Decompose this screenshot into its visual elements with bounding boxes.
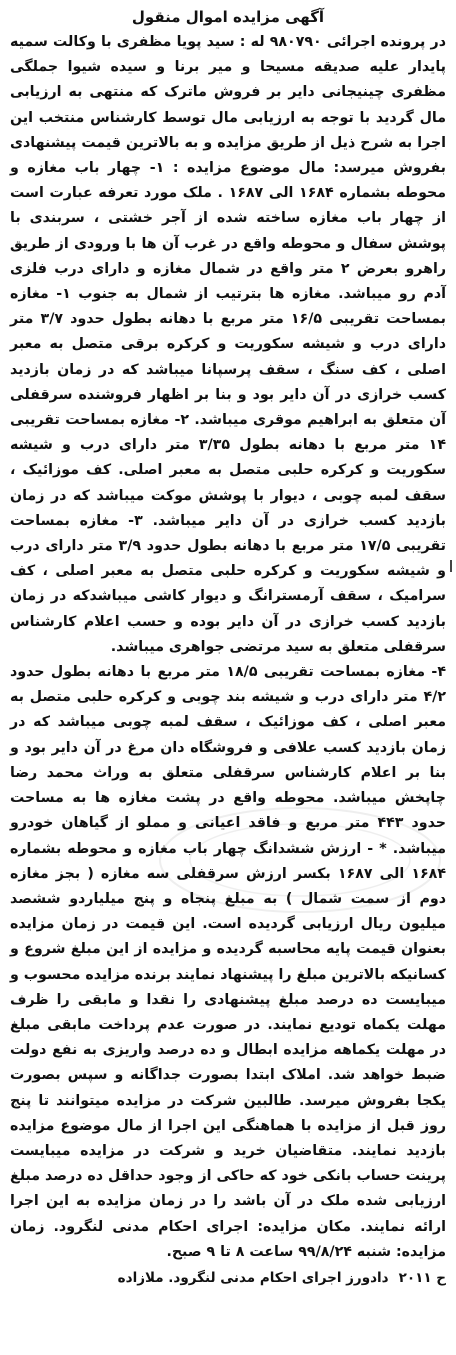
notice-code: ح ۲۰۱۱ (398, 1269, 446, 1286)
notice-body (10, 30, 446, 1265)
notice-title: آگهی مزایده اموال منقول (131, 8, 325, 26)
notice-signature: دادورز اجرای احکام مدنی لنگرود. ملازاده (117, 1269, 389, 1286)
notice-footer (10, 1267, 446, 1289)
notice-paragraph-1: در پرونده اجرائی ۹۸۰۷۹۰ له : سید پویا مظفری با وکالت سمیه پایدار علیه صدیقه مسیحا و میر برنا و سیده شیوا جملگی مظفری چینیجانی دایر بر فروش ماترک که منتهی به ارزیابی مال گردید با توجه به ارزیابی مال توسط کارشناس منتخب این اجرا به شرح ذیل از طریق مزایده و به بالاترین قیمت پیشنهادی بفروش میرسد: مال موضوع مزایده : ۱- چهار باب مغازه و محوطه بشماره ۱۶۸۴ الی ۱۶۸۷ . ملک مورد تعرفه عبارت است از چهار باب مغازه ساخته شده از آجر خشتی ، سربندی با پوشش سفال و محوطه واقع در غرب آن ها با ورودی از طریق راهرو بعرض ۲ متر واقع در شمال مغازه و دارای درب فلزی آدم رو میباشد. مغازه ها بترتیب از شمال به جنوب ۱- مغازه بمساحت تقریبی ۱۶/۵ متر مربع با دهانه بطول حدود ۳/۷ متر دارای درب و شیشه سکوریت و کرکره برقی متصل به معبر اصلی ، کف سنگ ، سقف پرسپانا میباشد که در زمان بازدید کسب خرازی در آن دایر بود و بنا بر اظهار فروشنده سرقفلی آن متعلق به ابراهیم موقری میباشد. ۲- مغازه بمساحت تقریبی ۱۴ متر مربع با دهانه بطول ۳/۳۵ متر دارای درب و شیشه سکوریت و کرکره حلبی متصل به معبر اصلی. کف موزائیک ، سقف لمبه چوبی ، دیوار با پوشش موکت میباشد که در زمان بازدید کسب خرازی در آن دایر میباشد. ۳- مغازه بمساحت تقریبی ۱۷/۵ متر مربع با دهانه بطول حدود ۳/۹ متر دارای درب و شیشه سکوریت و کرکره حلبی متصل به معبر اصلی ، کف سرامیک ، سقف آرمسترانگ و دیوار کاشی میباشدکه در زمان بازدید کسب خرازی در آن دایر بوده و حسب اعلام کارشناس سرقفلی متعلق به سید مرتضی جواهری میباشد. (10, 34, 447, 655)
margin-mark (450, 560, 452, 572)
notice-paragraph-2: ۴- مغازه بمساحت تقریبی ۱۸/۵ متر مربع با دهانه بطول حدود ۴/۲ متر دارای درب و شیشه بند چوبی و کرکره حلبی متصل به معبر اصلی ، کف موزائیک ، سقف لمبه چوبی میباشد که در زمان بازدید کسب علافی و فروشگاه دان مرغ در آن دایر بود و بنا بر اعلام کارشناس سرقفلی متعلق به وراث محمد رضا چاپخش میباشد. محوطه واقع در پشت مغازه ها به مساحت حدود ۴۴۳ متر مربع و فاقد اعیانی و مملو از گیاهان خودرو میباشد. * - ارزش ششدانگ چهار باب مغازه و محوطه بشماره ۱۶۸۴ الی ۱۶۸۷ بکسر ارزش سرقفلی سه مغازه ( بجز مغازه دوم از سمت شمال ) به مبلغ پنجاه و پنج میلیاردو ششصد میلیون ریال ارزیابی گردیده است. این قیمت در زمان مزایده بعنوان قیمت پایه محاسبه گردیده و مزایده از این مبلغ شروع و کسانیکه بالاترین مبلغ را پیشنهاد نمایند برنده مزایده محسوب و میبایست ده درصد مبلغ پیشنهادی را نقدا و مابقی را ظرف مهلت یکماه تودیع نمایند. در صورت عدم پرداخت مابقی مبلغ در مهلت یکماهه مزایده ابطال و ده درصد واریزی به نفع دولت ضبط خواهد شد. املاک ابتدا بصورت جداگانه و سپس بصورت یکجا بفروش میرسد. طالبین شرکت در مزایده میتوانند تا پنج روز قبل از مزایده با هماهنگی این اجرا از مال موضوع مزایده بازدید نمایند. متقاضیان خرید و شرکت در مزایده میبایست پرینت حساب بانکی خود که حاکی از وجود حداقل ده درصد مبلغ ارزیابی شده ملک در آن باشد را در زمان مزایده به این اجرا ارائه نمایند. مکان مزایده: اجرای احکام مدنی لنگرود. زمان مزایده: شنبه ۹۹/۸/۲۴ ساعت ۸ تا ۹ صبح. (10, 664, 447, 1260)
